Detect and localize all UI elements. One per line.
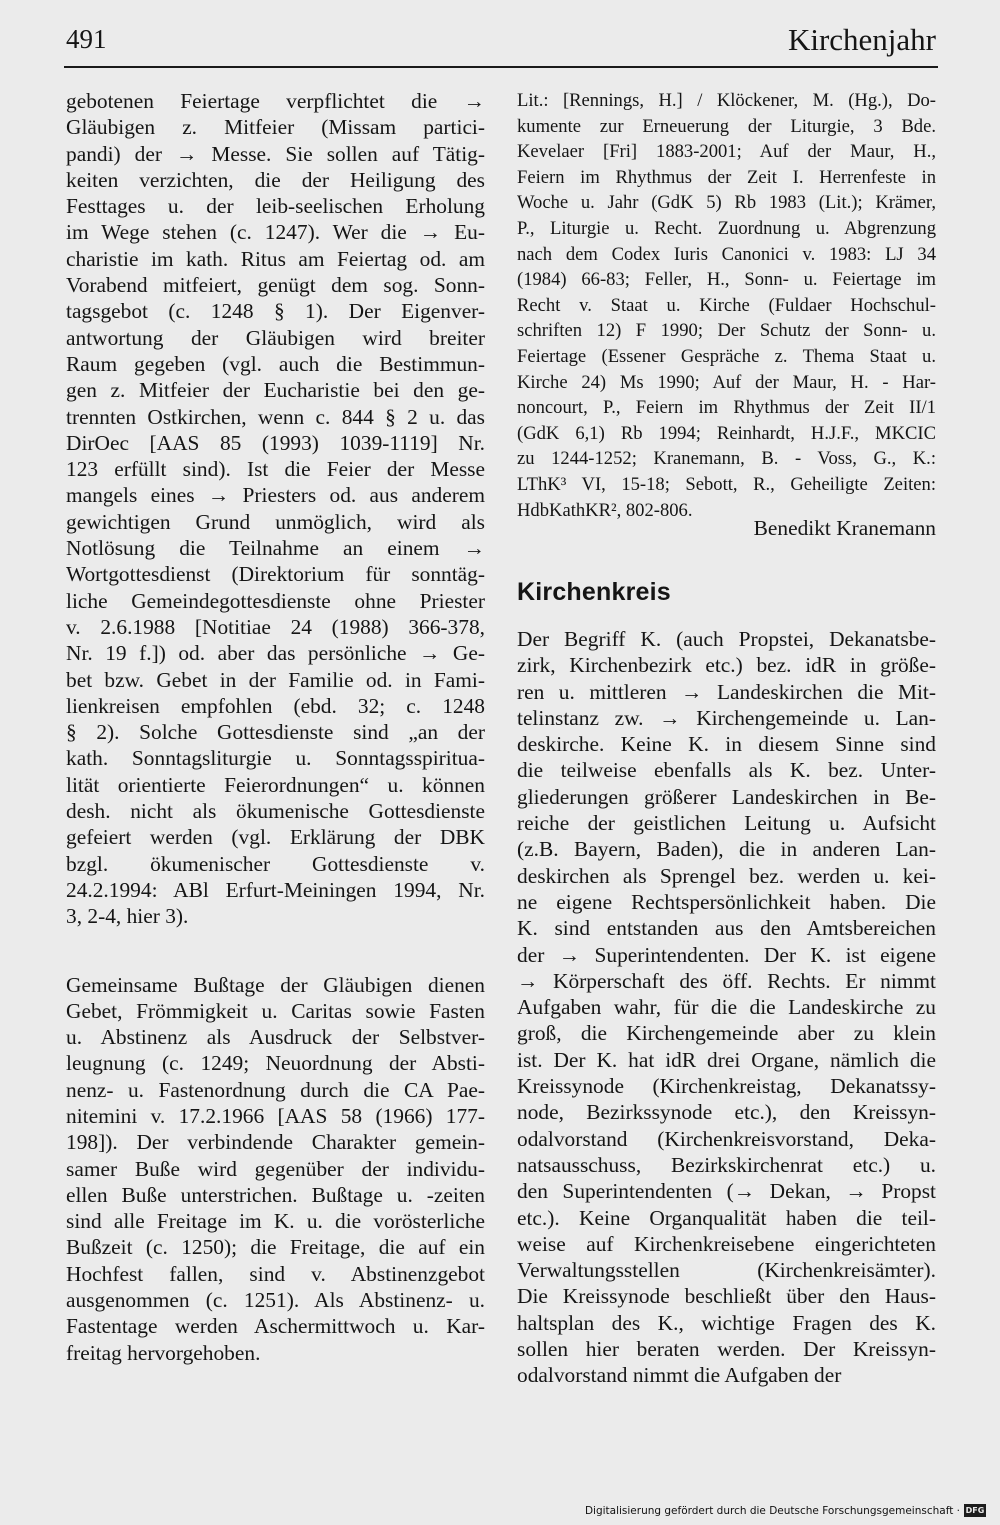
text-line: Gemeinsame Bußtage der Gläubigen dienen	[66, 972, 485, 997]
literature-line: kumente zur Erneuerung der Liturgie, 3 Bde.	[517, 115, 936, 137]
literature-line: (GdK 6,1) Rb 1994; Reinhardt, H.J.F., MKCIC	[517, 422, 936, 444]
text-line: lienkreisen empfohlen (ebd. 32; c. 1248	[66, 693, 485, 718]
footer-text: Digitalisierung gefördert durch die Deutsche Forschungsgemeinschaft ·	[584, 1504, 960, 1517]
text-line: gliederungen größerer Landeskirchen in Be-	[517, 784, 936, 809]
text-line: (z.B. Bayern, Baden), die in anderen Lan-	[517, 837, 936, 862]
literature-line: P., Liturgie u. Recht. Zuordnung u. Abgrenzung	[517, 217, 936, 239]
text-line: deskirchen als Sprengel bez. werden u. kei-	[517, 863, 936, 888]
text-line: u. Abstinenz als Ausdruck der Selbstver-	[66, 1025, 485, 1050]
text-line: Der Begriff K. (auch Propstei, Dekanatsbe-	[517, 627, 936, 651]
text-line: groß, die Kirchengemeinde aber zu klein	[517, 1021, 936, 1046]
text-line: Wortgottesdienst (Direktorium für sonntäg-	[66, 562, 485, 587]
text-line: DirOec [AAS 85 (1993) 1039-1119] Nr.	[66, 430, 485, 455]
text-line: ne eigene Rechtspersönlichkeit haben. Die	[517, 889, 936, 914]
text-line: haltsplan des K., wichtige Fragen des K.	[517, 1310, 936, 1335]
text-line: Raum gegeben (vgl. auch die Bestimmun-	[66, 351, 485, 376]
paragraph-feiertage	[66, 88, 485, 930]
text-line: gefeiert werden (vgl. Erklärung der DBK	[66, 825, 485, 850]
text-line: Vorabend mitfeiert, genügt dem sog. Sonn-	[66, 273, 485, 298]
text-line: Nr. 19 f.]) od. aber das persönliche → Ge-	[66, 641, 485, 666]
footer-credit	[585, 1504, 986, 1517]
text-line: natsausschuss, Bezirkskirchenrat etc.) u.	[517, 1152, 936, 1177]
text-line: deskirche. Keine K. in diesem Sinne sind	[517, 732, 936, 757]
literature-line: zu 1244-1252; Kranemann, B. - Voss, G., K.:	[517, 448, 936, 470]
paragraph-gap	[66, 930, 485, 972]
text-line: pandi) der → Messe. Sie sollen auf Tätig-	[66, 141, 485, 166]
text-line: ist. Der K. hat idR drei Organe, nämlich die	[517, 1047, 936, 1072]
text-line: weise auf Kirchenkreisebene eingerichteten	[517, 1231, 936, 1256]
text-line: odalvorstand (Kirchenkreisvorstand, Deka-	[517, 1126, 936, 1151]
text-line: § 2). Solche Gottesdienste sind „an der	[66, 720, 485, 745]
text-line: K. sind entstanden aus den Amtsbereichen	[517, 916, 936, 941]
literature-line: Feiern im Rhythmus der Zeit I. Herrenfeste in	[517, 166, 936, 188]
text-line: der → Superintendenten. Der K. ist eigene	[517, 942, 936, 967]
text-line: desh. nicht als ökumenische Gottesdienste	[66, 799, 485, 824]
text-line: sind alle Freitage im K. u. die vorösterliche	[66, 1209, 485, 1234]
text-line: freitag hervorgehoben.	[66, 1340, 261, 1365]
literature-line: Kevelaer [Fri] 1883-2001; Auf der Maur, H.,	[517, 141, 936, 163]
text-line: odalvorstand nimmt die Aufgaben der	[517, 1363, 842, 1388]
literature-line: (1984) 66-83; Feller, H., Sonn- u. Feiertage im	[517, 269, 936, 291]
literature-line: Recht v. Staat u. Kirche (Fuldaer Hochschul-	[517, 294, 936, 316]
text-line: nenz- u. Fastenordnung durch die CA Pae-	[66, 1077, 485, 1102]
text-line: lität orientierte Feierordnungen“ u. können	[66, 772, 485, 797]
text-line: 198]). Der verbindende Charakter gemein-	[66, 1130, 485, 1155]
literature-line: LThK³ VI, 15-18; Sebott, R., Geheiligte Zeiten:	[517, 473, 936, 495]
text-line: Verwaltungsstellen (Kirchenkreisämter).	[517, 1258, 936, 1283]
text-line: keiten verzichten, die der Heiligung des	[66, 167, 485, 192]
text-line: antwortung der Gläubigen wird breiter	[66, 325, 485, 350]
text-line: gewichtigen Grund unmöglich, wird als	[66, 509, 485, 534]
text-line: samer Buße wird gegenüber der individu-	[66, 1156, 485, 1181]
text-line: etc.). Keine Organqualität haben die teil-	[517, 1205, 936, 1230]
text-line: charistie im kath. Ritus am Feiertag od. am	[66, 246, 485, 271]
text-line: tagsgebot (c. 1248 § 1). Der Eigenver-	[66, 299, 485, 324]
text-line: gen z. Mitfeier der Eucharistie bei den ge-	[66, 378, 485, 403]
right-column-literature	[517, 88, 936, 523]
header-rule	[64, 66, 938, 68]
text-line: Hochfest fallen, sind v. Abstinenzgebot	[66, 1261, 485, 1286]
text-line: leugnung (c. 1249; Neuordnung der Absti-	[66, 1051, 485, 1076]
text-line: Bußzeit (c. 1250); die Freitage, die auf ein	[66, 1235, 485, 1260]
text-line: liche Gemeindegottesdienste ohne Priester	[66, 588, 485, 613]
text-line: trennten Ostkirchen, wenn c. 844 § 2 u. das	[66, 404, 485, 429]
text-line: reiche der geistlichen Leitung u. Aufsicht	[517, 811, 936, 836]
entry-body	[517, 626, 936, 1389]
text-line: → Körperschaft des öff. Rechts. Er nimmt	[517, 968, 936, 993]
literature-line: Feiertage (Essener Gespräche z. Thema Staat u.	[517, 345, 936, 367]
text-line: ausgenommen (c. 1251). Als Abstinenz- u.	[66, 1288, 485, 1313]
literature-line: Woche u. Jahr (GdK 5) Rb 1983 (Lit.); Krämer,	[517, 192, 936, 214]
literature-line: schriften 12) F 1990; Der Schutz der Sonn- u.	[517, 320, 936, 342]
text-line: Aufgaben wahr, für die die Landeskirche zu	[517, 995, 936, 1020]
literature-line: Kirche 24) Ms 1990; Auf der Maur, H. - Har-	[517, 371, 936, 393]
author-signature: Benedikt Kranemann	[753, 516, 936, 540]
text-line: 24.2.1994: ABl Erfurt-Meiningen 1994, Nr.	[66, 877, 485, 902]
text-line: 3, 2-4, hier 3).	[66, 904, 189, 929]
text-line: Gebet, Frömmigkeit u. Caritas sowie Fasten	[66, 998, 485, 1023]
text-line: Kreissynode (Kirchenkreistag, Dekanatssy-	[517, 1074, 936, 1099]
text-line: die teilweise ebenfalls als K. bez. Unter-	[517, 758, 936, 783]
dfg-logo: DFG	[965, 1506, 985, 1515]
page-number: 491	[66, 24, 107, 54]
text-line: sollen hier beraten werden. Der Kreissyn-	[517, 1337, 936, 1362]
literature-line: noncourt, P., Feiern im Rhythmus der Zeit II/1	[517, 397, 936, 419]
literature-list	[517, 88, 936, 523]
literature-line: Lit.: [Rennings, H.] / Klöckener, M. (Hg.), Do-	[517, 90, 936, 111]
text-line: ren u. mittleren → Landeskirchen die Mit-	[517, 679, 936, 704]
text-line: Die Kreissynode beschließt über den Haus-	[517, 1284, 936, 1309]
left-column	[66, 88, 485, 1366]
text-line: ellen Buße unterstrichen. Bußtage u. -zeiten	[66, 1182, 485, 1207]
text-line: kath. Sonntagsliturgie u. Sonntagsspiritua-	[66, 746, 485, 771]
text-line: nitemini v. 17.2.1966 [AAS 58 (1966) 177-	[66, 1103, 485, 1128]
paragraph-busstage	[66, 972, 485, 1366]
text-line: v. 2.6.1988 [Notitiae 24 (1988) 366-378,	[66, 614, 485, 639]
text-line: Fastentage werden Aschermittwoch u. Kar-	[66, 1314, 485, 1339]
text-line: mangels eines → Priesters od. aus anderem	[66, 483, 485, 508]
text-line: bet bzw. Gebet in der Familie od. in Fami-	[66, 667, 485, 692]
literature-line: nach dem Codex Iuris Canonici v. 1983: LJ 34	[517, 243, 936, 265]
text-line: zirk, Kirchenbezirk etc.) bez. idR in größe-	[517, 653, 936, 678]
entry-heading: Kirchenkreis	[517, 578, 671, 606]
text-line: Notlösung die Teilnahme an einem →	[66, 536, 485, 561]
text-line: telinstanz zw. → Kirchengemeinde u. Lan-	[517, 705, 936, 730]
text-line: Festtages u. der leib-seelischen Erholung	[66, 194, 485, 219]
running-head: Kirchenjahr	[787, 22, 936, 57]
literature-line: HdbKathKR², 802-806.	[517, 499, 693, 521]
text-line: gebotenen Feiertage verpflichtet die →	[66, 89, 485, 113]
text-line: bzgl. ökumenischer Gottesdienste v.	[66, 851, 485, 876]
text-line: Gläubigen z. Mitfeier (Missam partici-	[66, 115, 485, 140]
text-line: den Superintendenten (→ Dekan, → Propst	[517, 1179, 936, 1204]
text-line: im Wege stehen (c. 1247). Wer die → Eu-	[66, 220, 485, 245]
text-line: 123 erfüllt sind). Ist die Feier der Messe	[66, 457, 485, 482]
text-line: node, Bezirkssynode etc.), den Kreissyn-	[517, 1100, 936, 1125]
entry-body-text	[517, 626, 936, 1389]
